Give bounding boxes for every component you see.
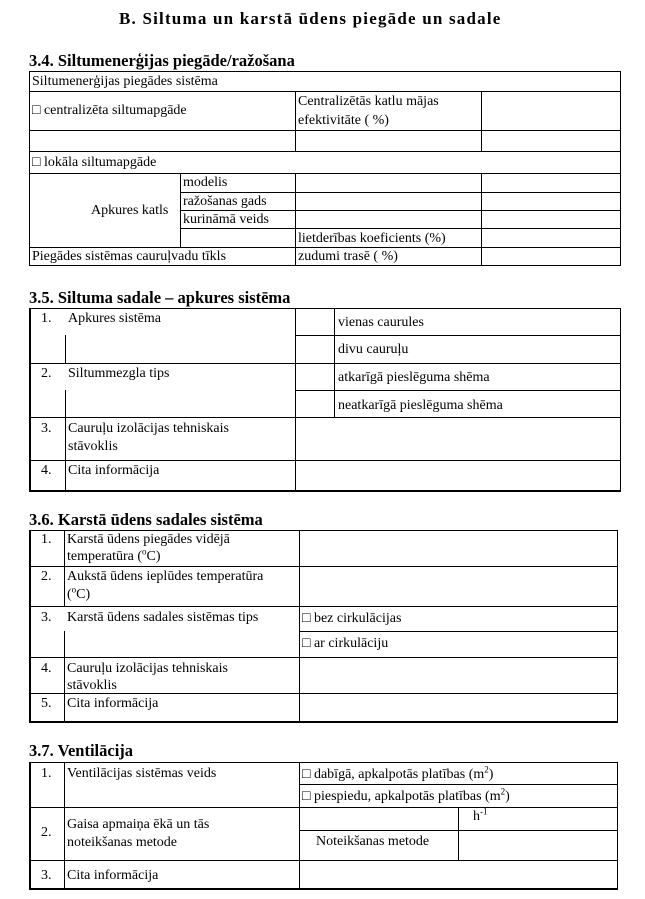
insulation-label-2: stāvoklis (68, 439, 118, 454)
row-number: 1. (41, 311, 52, 326)
forced-ventilation-option[interactable]: □ piespiedu, apkalpotās platības $(m^2)$ (302, 786, 510, 804)
hot-water-temp-label-2: temperatūra ($^o$C) (67, 546, 161, 564)
one-pipe-option[interactable]: vienas caurules (338, 315, 424, 330)
insulation-label-1: Cauruļu izolācijas tehniskais (67, 661, 228, 676)
dependent-scheme-option[interactable]: atkarīgā pieslēguma shēma (338, 370, 490, 385)
distribution-type-label: Karstā ūdens sadales sistēmas tips (67, 610, 259, 625)
air-exchange-unit: $h^{-1}$ (473, 806, 488, 824)
heating-boiler-label: Apkures katls (91, 203, 169, 218)
row-number: 5. (41, 696, 52, 711)
row-number: 3. (41, 421, 52, 436)
checkbox-icon[interactable]: □ (32, 155, 41, 170)
method-label: Noteikšanas metode (316, 834, 430, 849)
checkbox-icon[interactable]: □ (302, 611, 311, 626)
section-heading-3-5: 3.5. Siltuma sadale – apkures sistēma (29, 288, 291, 307)
row-number: 2. (41, 569, 52, 584)
checkbox-icon[interactable]: □ (32, 103, 41, 118)
other-info-label: Cita informācija (67, 696, 159, 711)
centralized-option[interactable] (32, 104, 187, 118)
local-option[interactable] (32, 156, 156, 170)
ventilation-type-label: Ventilācijas sistēmas veids (67, 766, 217, 781)
row-number: 3. (41, 868, 52, 883)
boiler-efficiency-label-1: Centralizētās katlu mājas (298, 94, 439, 109)
section-heading-3-4: 3.4. Siltumenerģijas piegāde/ražošana (29, 51, 295, 70)
circulation-option[interactable]: □ ar cirkulāciju (302, 636, 389, 651)
efficiency-label: lietderības koeficients (%) (298, 231, 446, 246)
system-header: Siltumenerģijas piegādes sistēma (32, 74, 218, 89)
boiler-efficiency-label-2: efektivitāte ( %) (298, 113, 389, 128)
other-info-label: Cita informācija (67, 868, 159, 883)
row-number: 3. (41, 610, 52, 625)
insulation-label-2: stāvoklis (67, 678, 117, 693)
fuel-label: kurināmā veids (183, 212, 269, 227)
row-number: 2. (41, 825, 52, 840)
row-number: 1. (41, 766, 52, 781)
substation-type-label: Siltummezgla tips (68, 366, 170, 381)
independent-scheme-option[interactable]: neatkarīgā pieslēguma shēma (338, 398, 503, 413)
row-number: 2. (41, 366, 52, 381)
page-title: B. Siltuma un karstā ūdens piegāde un sadale (119, 9, 502, 28)
section-heading-3-7: 3.7. Ventilācija (29, 741, 134, 760)
pipe-network-label: Piegādes sistēmas cauruļvadu tīkls (32, 249, 227, 264)
air-exchange-label-2: noteikšanas metode (67, 835, 178, 850)
cold-water-temp-label-2: ($^o$C) (67, 584, 91, 602)
local-label: lokāla siltumapgāde (43, 155, 157, 170)
year-label: ražošanas gads (183, 194, 267, 209)
air-exchange-label-1: Gaisa apmaiņa ēkā un tās (67, 817, 210, 832)
two-pipe-option[interactable]: divu cauruļu (338, 342, 409, 357)
heating-system-label: Apkures sistēma (68, 311, 161, 326)
losses-label: zudumi trasē ( %) (298, 249, 398, 264)
no-circulation-option[interactable]: □ bez cirkulācijas (302, 611, 402, 626)
row-number: 4. (41, 463, 52, 478)
checkbox-icon[interactable]: □ (302, 636, 311, 651)
hot-water-temp-label-1: Karstā ūdens piegādes vidējā (67, 532, 230, 547)
cold-water-temp-label-1: Aukstā ūdens ieplūdes temperatūra (67, 569, 264, 584)
section-heading-3-6: 3.6. Karstā ūdens sadales sistēma (29, 510, 263, 529)
row-number: 4. (41, 661, 52, 676)
other-info-label: Cita informācija (68, 463, 160, 478)
centralized-label: centralizēta siltumapgāde (43, 103, 187, 118)
checkbox-icon[interactable]: □ (302, 767, 311, 782)
model-label: modelis (183, 175, 228, 190)
insulation-label-1: Cauruļu izolācijas tehniskais (68, 421, 229, 436)
checkbox-icon[interactable]: □ (302, 789, 311, 804)
natural-ventilation-option[interactable]: □ dabīgā, apkalpotās platības $(m^2)$ (302, 764, 494, 782)
row-number: 1. (41, 532, 52, 547)
